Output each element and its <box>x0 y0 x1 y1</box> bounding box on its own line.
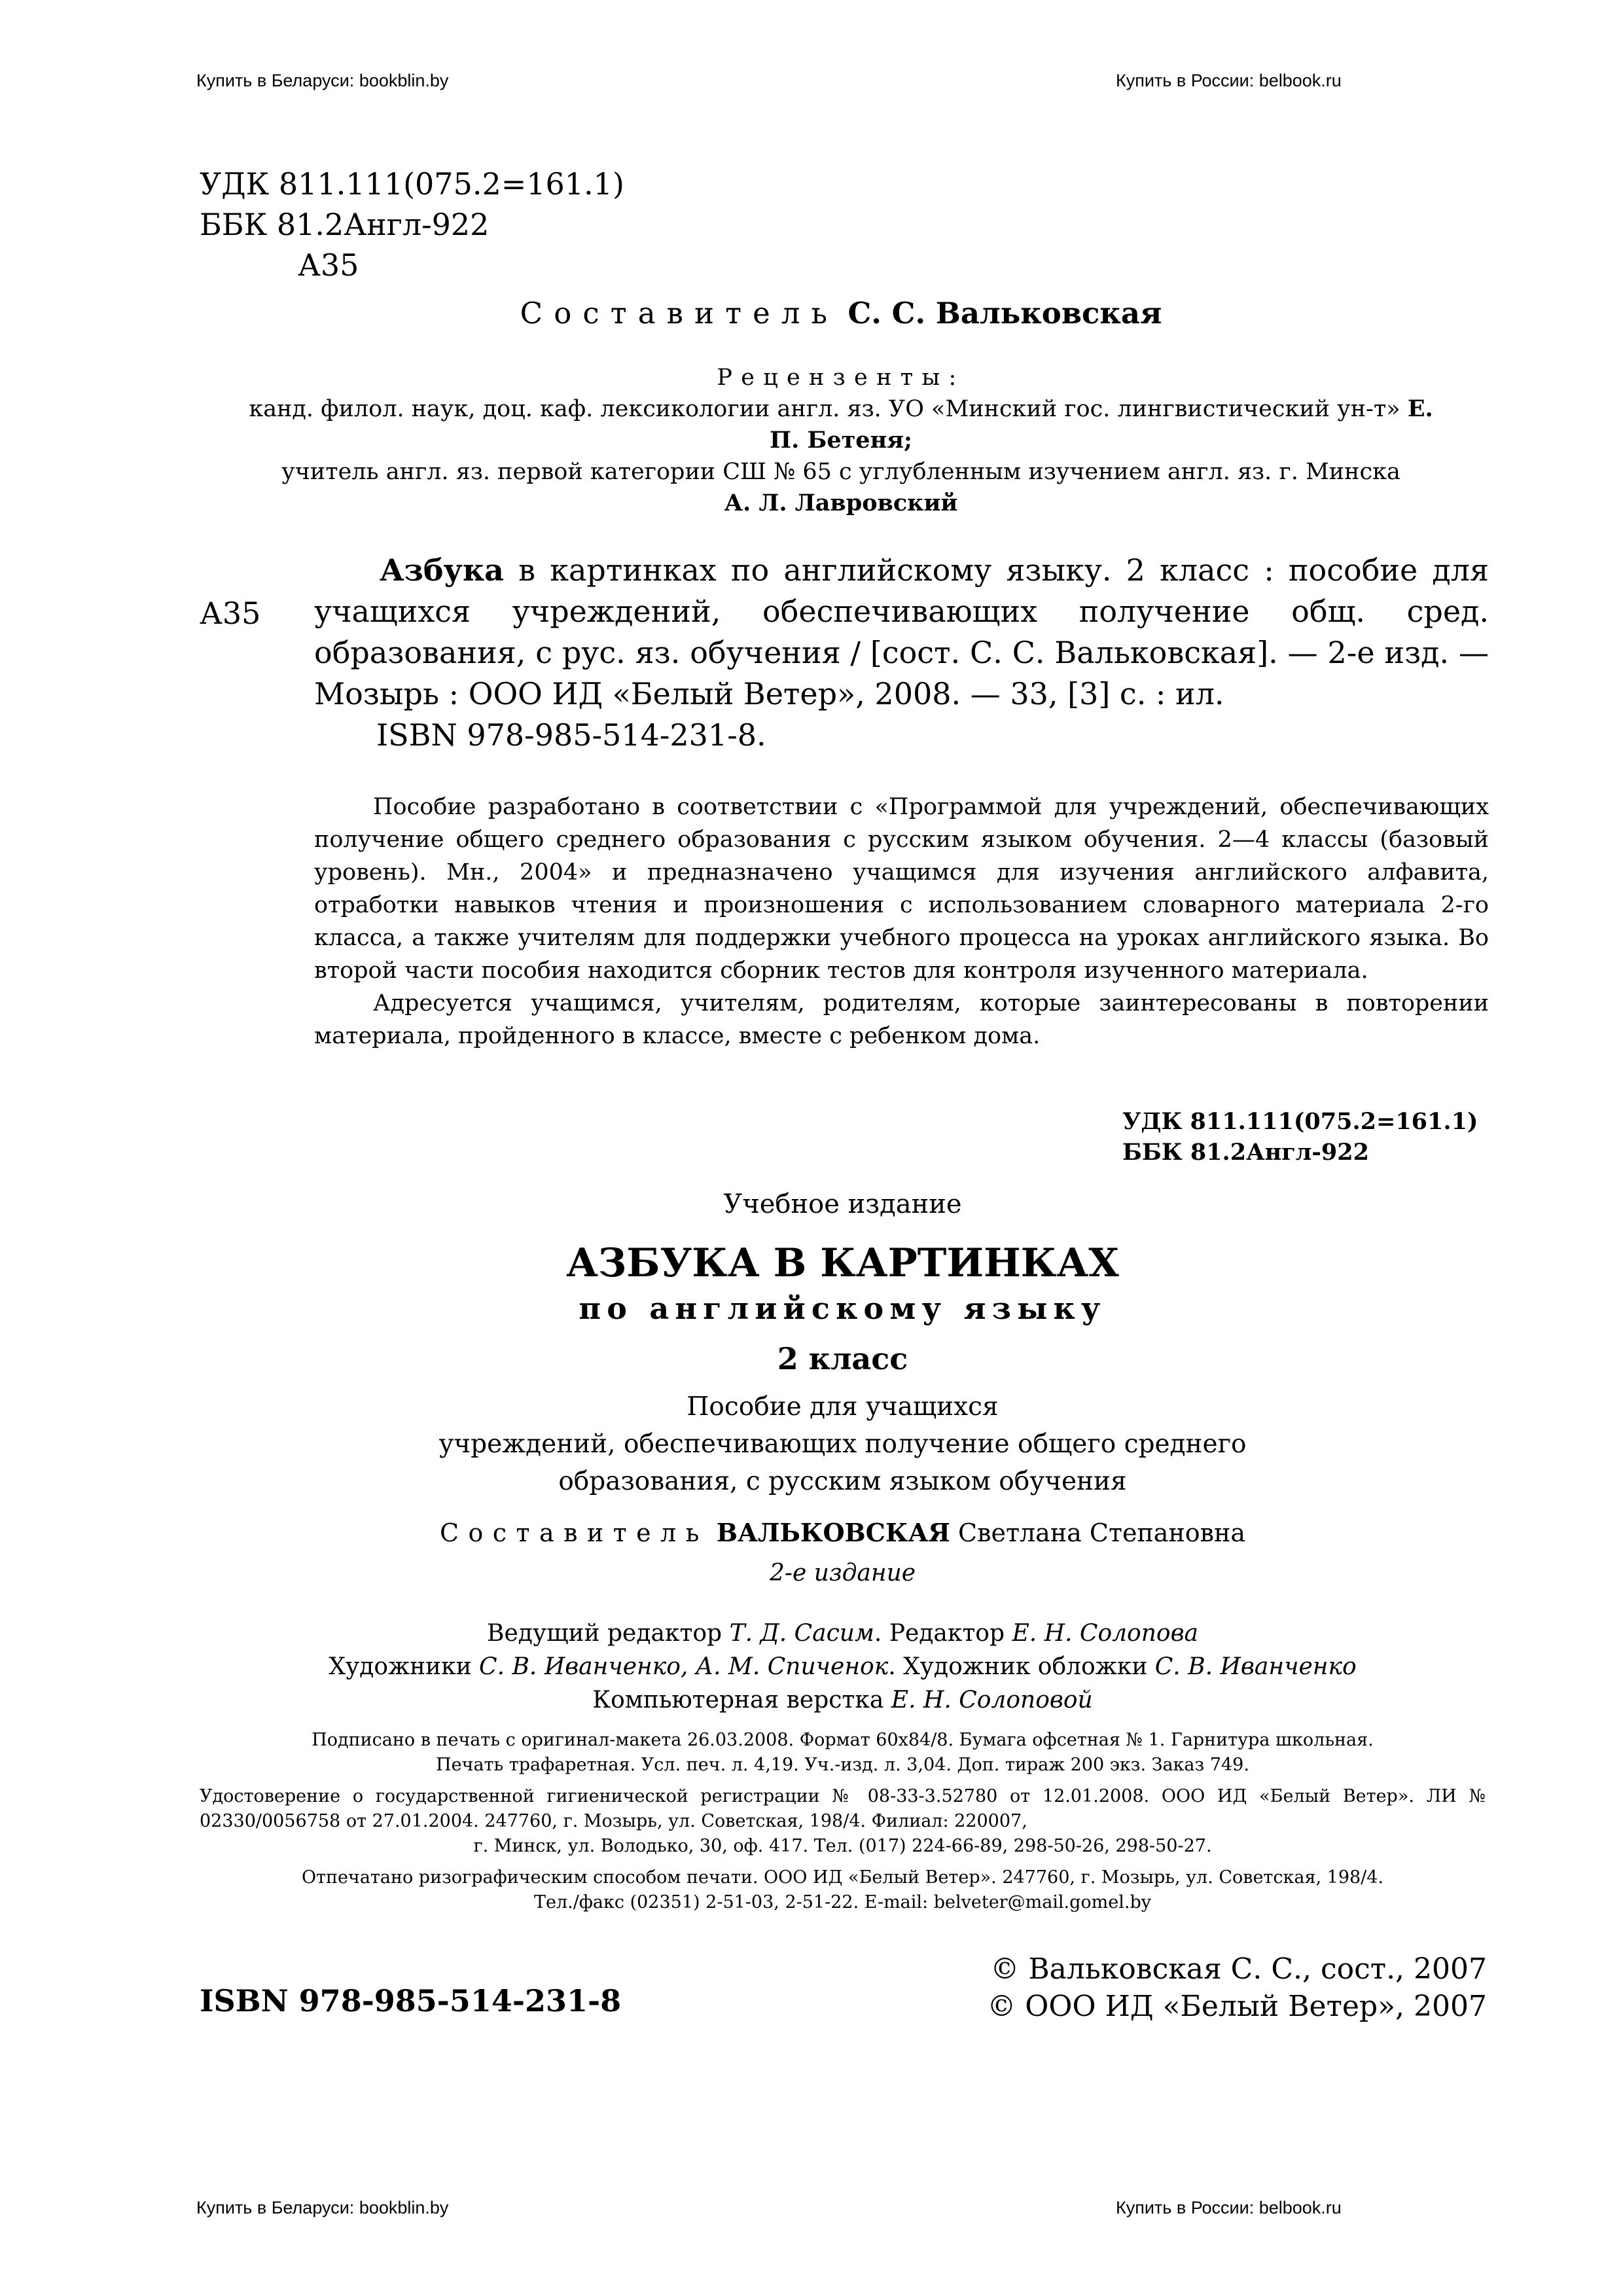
credits-block <box>196 1617 1489 1717</box>
artists-label: Художники <box>329 1653 472 1680</box>
reviewer-1-name-text: П. Бетеня <box>770 427 904 454</box>
watermark-site: bookblin.by <box>359 71 449 90</box>
biblio-text: в картинках по английскому языку. 2 класс : пособие для учащихся учреждений, обеспечивающих получение общ. сред. образования, с рус. яз. обучения / [сост. С. С. Вальковская]. — 2-е изд. — Мозырь : ООО ИД «Белый Ветер», 2008. — 33, [3] с. : ил. <box>314 552 1489 711</box>
compiler-label: Составитель <box>520 296 839 331</box>
imprint-line-4: г. Минск, ул. Володько, 30, оф. 417. Тел. (017) 224-66-89, 298-50-26, 298-50-27. <box>473 1836 1212 1856</box>
imprint-block <box>200 1728 1486 1915</box>
author-mark: А35 <box>298 247 359 283</box>
edition-compiler-label: Составитель <box>439 1518 709 1547</box>
reviewer-2-name: А. Л. Лавровский <box>724 490 958 516</box>
watermark-site: belbook.ru <box>1258 71 1342 90</box>
edition-compiler <box>196 1515 1489 1551</box>
edition-subtitle: по английскому языку <box>579 1291 1107 1326</box>
artists-names: С. В. Иванченко, А. М. Спиченок <box>479 1653 889 1680</box>
layout-name: Е. Н. Солоповой <box>891 1687 1093 1713</box>
layout-label: Компьютерная верстка <box>592 1687 884 1713</box>
compiler-line <box>196 296 1486 331</box>
copyright-author: © Вальковская С. С., сост., 2007 <box>990 1952 1487 1986</box>
udc-right-block <box>1122 1106 1478 1168</box>
biblio-code: А35 <box>200 596 261 631</box>
compiler-name: С. С. Вальковская <box>847 296 1162 331</box>
biblio-isbn: ISBN 978-985-514-231-8. <box>376 717 766 753</box>
edition-title: АЗБУКА В КАРТИНКАХ <box>566 1240 1119 1286</box>
reviewers-label: Рецензенты: <box>717 365 965 391</box>
udk-code-right: УДК 811.111(075.2=161.1) <box>1122 1108 1478 1135</box>
imprint-line-5: Отпечатано ризографическим способом печати. ООО ИД «Белый Ветер». 247760, г. Мозырь, ул. Советская, 198/4. <box>301 1867 1384 1888</box>
biblio-entry <box>314 550 1489 756</box>
imprint-line-3: Удостоверение о государственной гигиенической регистрации № 08-33-3.52780 от 12.01.2008. ООО ИД «Белый Ветер». ЛИ № 02330/0056758 от 27.01.2004. 247760, г. Мозырь, ул. Советская, 198/4. Филиал: 220007, <box>200 1786 1486 1831</box>
editor-label: . Редактор <box>874 1620 1005 1647</box>
reviewer-1-name: П. Бетеня; <box>770 427 912 454</box>
lead-editor-name: Т. Д. Сасим <box>729 1620 874 1647</box>
watermark-bottom-left <box>196 2198 448 2218</box>
udc-block <box>200 164 624 285</box>
biblio-title: Азбука <box>380 552 504 588</box>
edition-desc-1: Пособие для учащихся <box>687 1392 999 1422</box>
credits-editors <box>196 1617 1489 1650</box>
credits-layout <box>196 1683 1489 1717</box>
watermark-bottom-right <box>1116 2198 1342 2218</box>
edition-desc-3: образования, с русским языком обучения <box>558 1467 1127 1496</box>
reviewer-2-affiliation: учитель англ. яз. первой категории СШ № 65 с углубленным изучением англ. яз. г. Минска <box>281 459 1400 485</box>
lead-editor-label: Ведущий редактор <box>486 1620 722 1647</box>
imprint-line-1: Подписано в печать с оригинал-макета 26.03.2008. Формат 60х84/8. Бумага офсетная № 1. Гарнитура школьная. <box>312 1730 1374 1750</box>
reviewer-line-1 <box>196 393 1486 425</box>
edition-compiler-name: Светлана Степановна <box>958 1518 1246 1547</box>
credits-artists <box>196 1650 1489 1683</box>
edition-desc-2: учреждений, обеспечивающих получение общего среднего <box>438 1429 1247 1459</box>
watermark-top-left <box>196 71 448 91</box>
cover-artist-name: С. В. Иванченко <box>1154 1653 1357 1680</box>
edition-block <box>196 1186 1489 1592</box>
biblio-description <box>314 550 1489 715</box>
annotation-paragraph-1: Пособие разработано в соответствии с «Программой для учреждений, обеспечивающих получение общего среднего образования с русским языком обучения. 2—4 классы (базовый уровень). Мн., 2004» и предназначено учащимся для изучения английского алфавита, отработки навыков чтения и произношения с использованием словарного материала 2-го класса, а также учителям для поддержки учебного процесса на уроках английского языка. Во второй части пособия находится сборник тестов для контроля изученного материала. <box>314 794 1489 984</box>
annotation-paragraph-2: Адресуется учащимся, учителям, родителям, которые заинтересованы в повторении материала, пройденного в классе, вместе с ребенком дома. <box>314 990 1489 1049</box>
copyright-publisher: © ООО ИД «Белый Ветер», 2007 <box>987 1990 1487 2023</box>
bbk-code: ББК 81.2Англ-922 <box>200 207 490 242</box>
watermark-label: Купить в Беларуси: <box>196 71 359 90</box>
edition-grade: 2 класс <box>777 1341 908 1376</box>
edition-compiler-surname: ВАЛЬКОВСКАЯ <box>716 1518 950 1547</box>
watermark-label: Купить в России: <box>1116 71 1259 90</box>
cover-artist-label: . Художник обложки <box>888 1653 1148 1680</box>
annotation <box>314 791 1489 1052</box>
watermark-site: bookblin.by <box>359 2198 449 2217</box>
reviewer-1-affiliation: канд. филол. наук, доц. каф. лексикологии англ. яз. УО «Минский гос. лингвистический ун-т» <box>249 396 1400 422</box>
imprint-line-2: Печать трафаретная. Усл. печ. л. 4,19. Уч.-изд. л. 3,04. Доп. тираж 200 экз. Заказ 749. <box>436 1755 1249 1775</box>
reviewer-1-initial: Е. <box>1407 395 1433 422</box>
edition-type: Учебное издание <box>723 1189 962 1219</box>
udk-code: УДК 811.111(075.2=161.1) <box>200 166 624 202</box>
bbk-code-right: ББК 81.2Англ-922 <box>1122 1139 1369 1166</box>
imprint-line-6: Тел./факс (02351) 2-51-03, 2-51-22. E-mail: belveter@mail.gomel.by <box>533 1892 1152 1912</box>
copyright-block <box>949 1950 1487 2025</box>
watermark-label: Купить в России: <box>1116 2198 1259 2217</box>
reviewers-block <box>196 362 1486 519</box>
editor-name: Е. Н. Солопова <box>1012 1620 1199 1647</box>
watermark-site: belbook.ru <box>1258 2198 1342 2217</box>
edition-number: 2-е издание <box>769 1560 916 1587</box>
watermark-label: Купить в Беларуси: <box>196 2198 359 2217</box>
footer-isbn: ISBN 978-985-514-231-8 <box>200 1983 622 2018</box>
watermark-top-right <box>1116 71 1342 91</box>
